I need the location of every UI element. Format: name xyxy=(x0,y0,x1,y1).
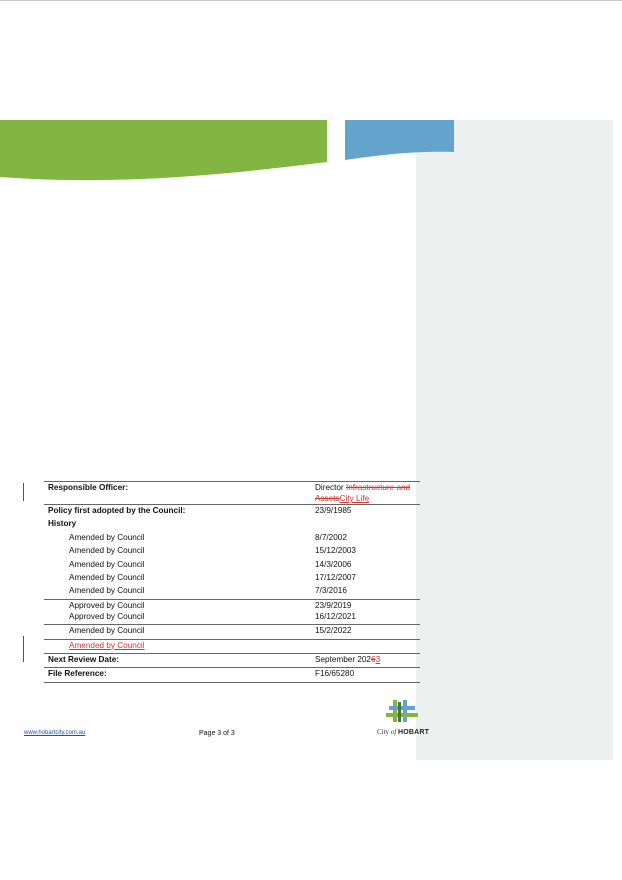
next-review-value xyxy=(311,653,420,667)
amended-date: 15/2/2022 xyxy=(315,626,352,636)
table-row xyxy=(44,611,420,625)
first-adopted-value: 23/9/1985 xyxy=(315,506,352,515)
logo-wordmark: City of HOBART xyxy=(377,728,430,736)
first-adopted-label: Policy first adopted by the Council: xyxy=(48,506,186,515)
revision-change-bar xyxy=(23,636,24,662)
history-date: 15/12/2003 xyxy=(315,546,356,556)
history-action: Amended by Council xyxy=(69,546,145,556)
table-row xyxy=(44,599,420,611)
history-date: 17/12/2007 xyxy=(315,572,356,582)
website-link[interactable]: www.hobartcity.com.au xyxy=(24,730,86,736)
table-row xyxy=(44,572,420,585)
file-reference-value: F16/65280 xyxy=(315,669,355,679)
table-row xyxy=(44,505,420,519)
review-deleted-digit: 6 xyxy=(371,654,376,664)
approved-date: 16/12/2021 xyxy=(315,611,356,621)
next-review-label: Next Review Date: xyxy=(48,654,119,664)
responsible-officer-label: Responsible Officer: xyxy=(48,483,129,492)
table-row xyxy=(44,625,420,639)
table-row xyxy=(44,639,420,653)
review-prefix: September 202 xyxy=(315,654,371,664)
table-row xyxy=(44,532,420,545)
history-date: 7/3/2016 xyxy=(315,586,347,596)
page-number: Page 3 of 3 xyxy=(199,730,235,737)
history-action: Amended by Council xyxy=(69,586,145,596)
table-row xyxy=(44,559,420,572)
table-row xyxy=(44,545,420,558)
sidebar-panel xyxy=(416,120,613,760)
amended-action: Amended by Council xyxy=(69,626,145,636)
revision-change-bar xyxy=(23,483,24,501)
officer-inserted-text: City Life xyxy=(339,494,370,503)
table-row xyxy=(44,585,420,599)
table-row xyxy=(44,653,420,667)
table-row xyxy=(44,482,420,505)
approved-date: 23/9/2019 xyxy=(315,600,352,610)
history-date: 14/3/2006 xyxy=(315,559,352,569)
history-date: 8/7/2002 xyxy=(315,532,347,542)
history-action: Amended by Council xyxy=(69,532,145,542)
top-border-line xyxy=(0,0,622,1)
approved-action: Approved by Council xyxy=(69,600,145,610)
history-action: Amended by Council xyxy=(69,572,145,582)
approved-action: Approved by Council xyxy=(69,611,145,621)
responsible-officer-value xyxy=(311,482,420,505)
header-banner xyxy=(0,118,460,188)
history-action: Amended by Council xyxy=(69,559,145,569)
inserted-amendment-text: Amended by Council xyxy=(69,640,145,650)
policy-info-table xyxy=(44,481,420,683)
history-label: History xyxy=(48,519,77,529)
amended-new-date xyxy=(311,639,420,653)
review-inserted-digit: 3 xyxy=(375,654,381,664)
file-reference-label: File Reference: xyxy=(48,669,107,679)
officer-deleted-text: Infrastructure and Assets xyxy=(315,483,411,503)
green-wave-band xyxy=(0,120,327,180)
amended-new-action xyxy=(44,639,311,653)
table-row xyxy=(44,518,420,531)
table-row xyxy=(44,668,420,682)
officer-prefix: Director xyxy=(315,483,346,492)
blue-wave-band xyxy=(345,120,454,160)
